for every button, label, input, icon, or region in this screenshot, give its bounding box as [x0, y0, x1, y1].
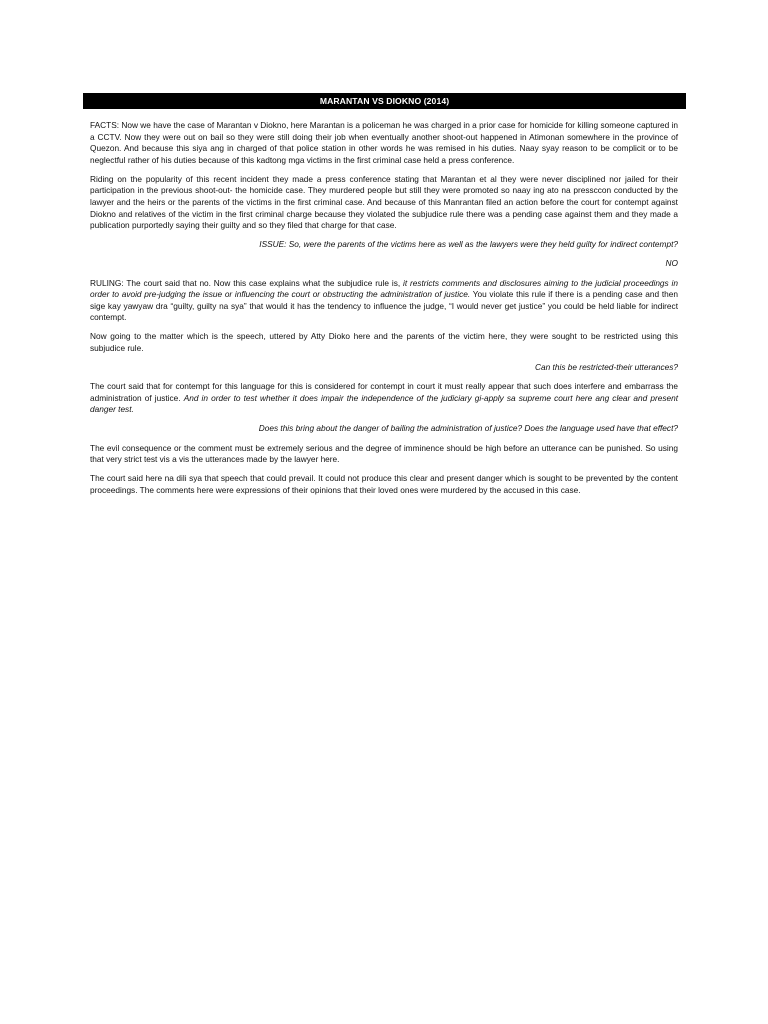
conclusion-paragraph: The court said here na dili sya that speech that could prevail. It could not produce this clear and present danger which is sought to be prevented by the content proceedings. The comments here were expressions of their opinions that their loved ones were murdered by the accused in this case. — [90, 473, 678, 495]
background-paragraph: Riding on the popularity of this recent incident they made a press conference stating that Marantan et al they were never disciplined nor jailed for their participation in the previous shoot-out- the homicide case. They murdered people but still they were promoted so naay ing ato na pressccon conducted by the lawyer and the heirs or the parents of the victims in the first criminal case. And because of this Manrantan filed an action before the court for contempt against Diokno and relatives of the victim in the first criminal charge because they violated the subjudice rule there was a pending case against them and they made a publication purportedly saying their guilty and so they filed that charge for that case. — [90, 173, 678, 231]
document-title: MARANTAN VS DIOKNO (2014) — [83, 93, 686, 109]
ruling-text-emphasis: it restricts comments and disclosures aiming to the judicial proceedings in order to avoid pre-judging the issue or influencing the court or obstructing the administration of justice. — [90, 277, 678, 300]
ruling-text-start: RULING: The court said that no. Now this case explains what the subjudice rule is, — [90, 277, 403, 288]
document-body — [90, 120, 678, 504]
question-restriction: Can this be restricted-their utterances? — [535, 362, 678, 373]
matter-paragraph: Now going to the matter which is the speech, uttered by Atty Dioko here and the parents of the victim here, they were sought to be restricted using this subjudice rule. — [90, 331, 678, 353]
facts-paragraph: FACTS: Now we have the case of Marantan v Diokno, here Marantan is a policeman he was charged in a prior case for homicide for killing someone captured in a CCTV. Now they were out on bail so they were still doing their job when eventually another shoot-out happened in Atimonan somewhere in the province of Quezon. And because this siya ang in charged of that police station in other words he was remised in his duties. Naay syay reason to be complicit or to be neglectful rather of his duties because of this kadtong mga victims in the first criminal case held a press conference. — [90, 120, 678, 165]
contempt-text-emphasis: And in order to test whether it does impair the independence of the judiciary gi-apply sa supreme court here ang clear and present danger test. — [90, 392, 678, 415]
issue-question: ISSUE: So, were the parents of the victims here as well as the lawyers were they held guilty for indirect contempt? — [259, 239, 678, 250]
contempt-text: The court said that for contempt for this language for this is considered for contempt in court it must really appear that such does interfere and embarrass the administration of justice. — [90, 381, 678, 403]
contempt-paragraph — [90, 381, 678, 416]
ruling-text-end: You violate this rule if there is a pending case and then sige kay yawyaw dra “guilty, guilty na sya” that would it has the tendency to influence the judge, “I would never get justice” you could be held liable for indirect contempt. — [90, 289, 678, 323]
evil-consequence-paragraph: The evil consequence or the comment must be extremely serious and the degree of imminence should be high before an utterance can be punished. So using that very strict test vis a vis the utterances made by the lawyer here. — [90, 442, 678, 465]
question-danger: Does this bring about the danger of bailing the administration of justice? Does the language used have that effect? — [258, 423, 678, 434]
issue-answer: NO — [665, 258, 678, 269]
ruling-paragraph — [90, 278, 678, 324]
